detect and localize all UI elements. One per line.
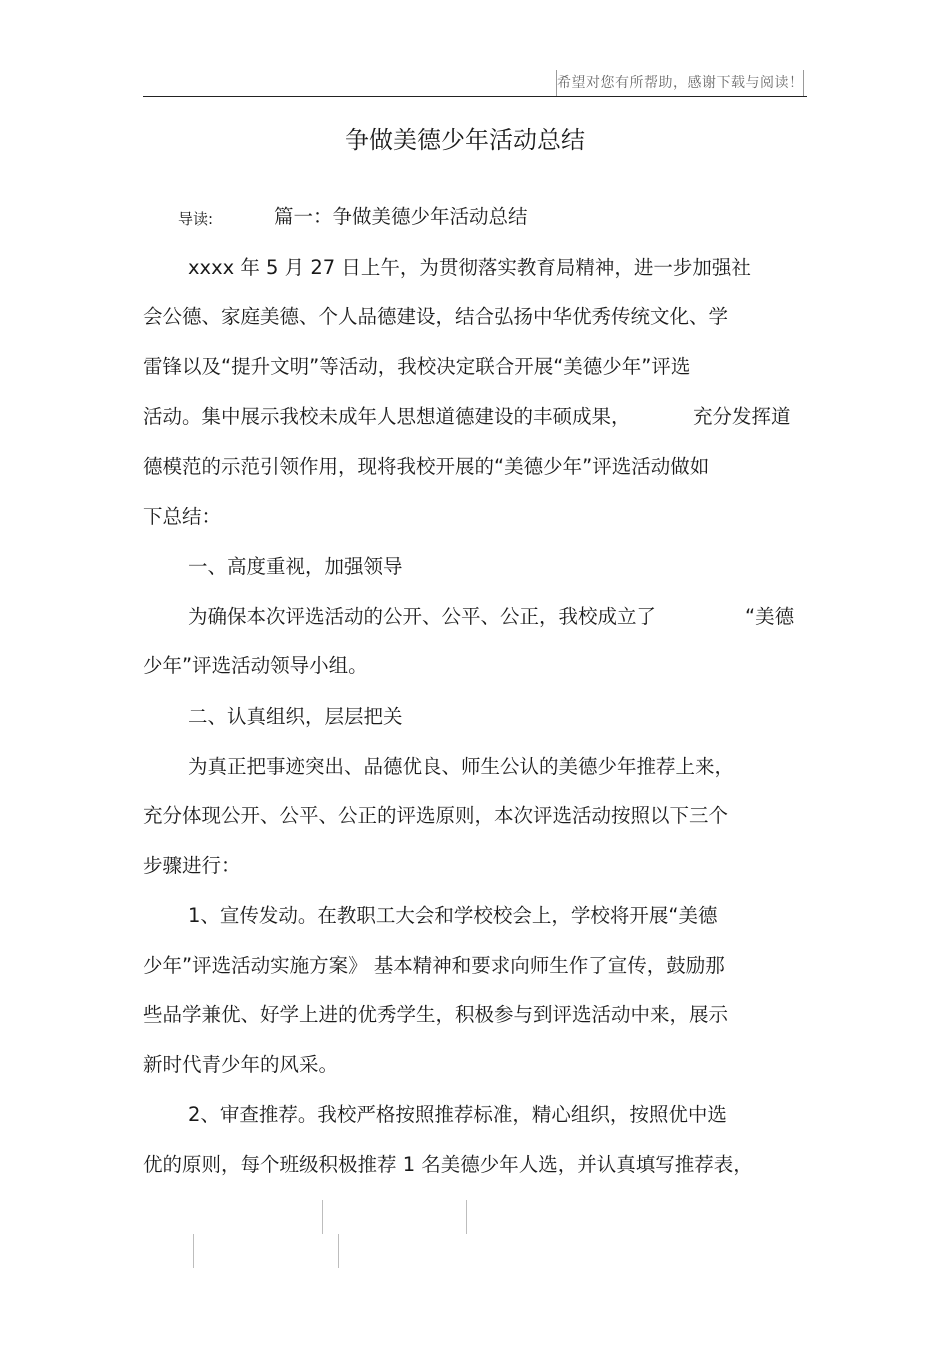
paragraph-line: xxxx 年 5 月 27 日上午，为贯彻落实教育局精神，进一步加强社	[188, 256, 751, 279]
header-note: 希望对您有所帮助，感谢下载与阅读！	[556, 70, 804, 96]
paragraph-line: 优的原则，每个班级积极推荐 1 名美德少年人选，并认真填写推荐表，	[143, 1153, 753, 1176]
paragraph-line: 雷锋以及“提升文明”等活动，我校决定联合开展“美德少年”评选	[143, 355, 691, 378]
paragraph-line: 为真正把事迹突出、品德优良、师生公认的美德少年推荐上来，	[188, 755, 735, 778]
lead-text: 篇一：争做美德少年活动总结	[274, 205, 528, 228]
paragraph-line: “美德	[745, 605, 795, 628]
paragraph-line: 下总结：	[143, 505, 222, 528]
paragraph-line: 会公德、家庭美德、个人品德建设，结合弘扬中华优秀传统文化、学	[143, 305, 729, 328]
section-heading: 一、高度重视，加强领导	[188, 555, 403, 578]
header-divider	[143, 96, 807, 97]
document-title: 争做美德少年活动总结	[345, 126, 585, 154]
paragraph-line: 步骤进行：	[143, 854, 241, 877]
paragraph-line: 少年”评选活动领导小组。	[143, 654, 368, 677]
paragraph-line: 些品学兼优、好学上进的优秀学生，积极参与到评选活动中来，展示	[143, 1003, 729, 1026]
paragraph-line: 新时代青少年的风采。	[143, 1053, 339, 1076]
paragraph-line: 少年”评选活动实施方案》 基本精神和要求向师生作了宣传，鼓励那	[143, 954, 725, 977]
section-heading: 二、认真组织，层层把关	[188, 705, 403, 728]
paragraph-line: 2、审查推荐。我校严格按照推荐标准，精心组织，按照优中选	[188, 1103, 727, 1126]
lead-label: 导读:	[178, 210, 214, 228]
paragraph-line: 活动。集中展示我校未成年人思想道德建设的丰硕成果，	[143, 405, 631, 428]
paragraph-line: 为确保本次评选活动的公开、公平、公正，我校成立了	[188, 605, 657, 628]
paragraph-line: 1、宣传发动。在教职工大会和学校校会上，学校将开展“美德	[188, 904, 718, 927]
paragraph-line: 德模范的示范引领作用，现将我校开展的“美德少年”评选活动做如	[143, 455, 710, 478]
table-border-fragment	[193, 1234, 194, 1268]
paragraph-line: 充分体现公开、公平、公正的评选原则，本次评选活动按照以下三个	[143, 804, 729, 827]
paragraph-line: 充分发挥道	[693, 405, 791, 428]
table-border-fragment	[466, 1200, 467, 1234]
table-border-fragment	[322, 1200, 323, 1234]
table-border-fragment	[338, 1234, 339, 1268]
